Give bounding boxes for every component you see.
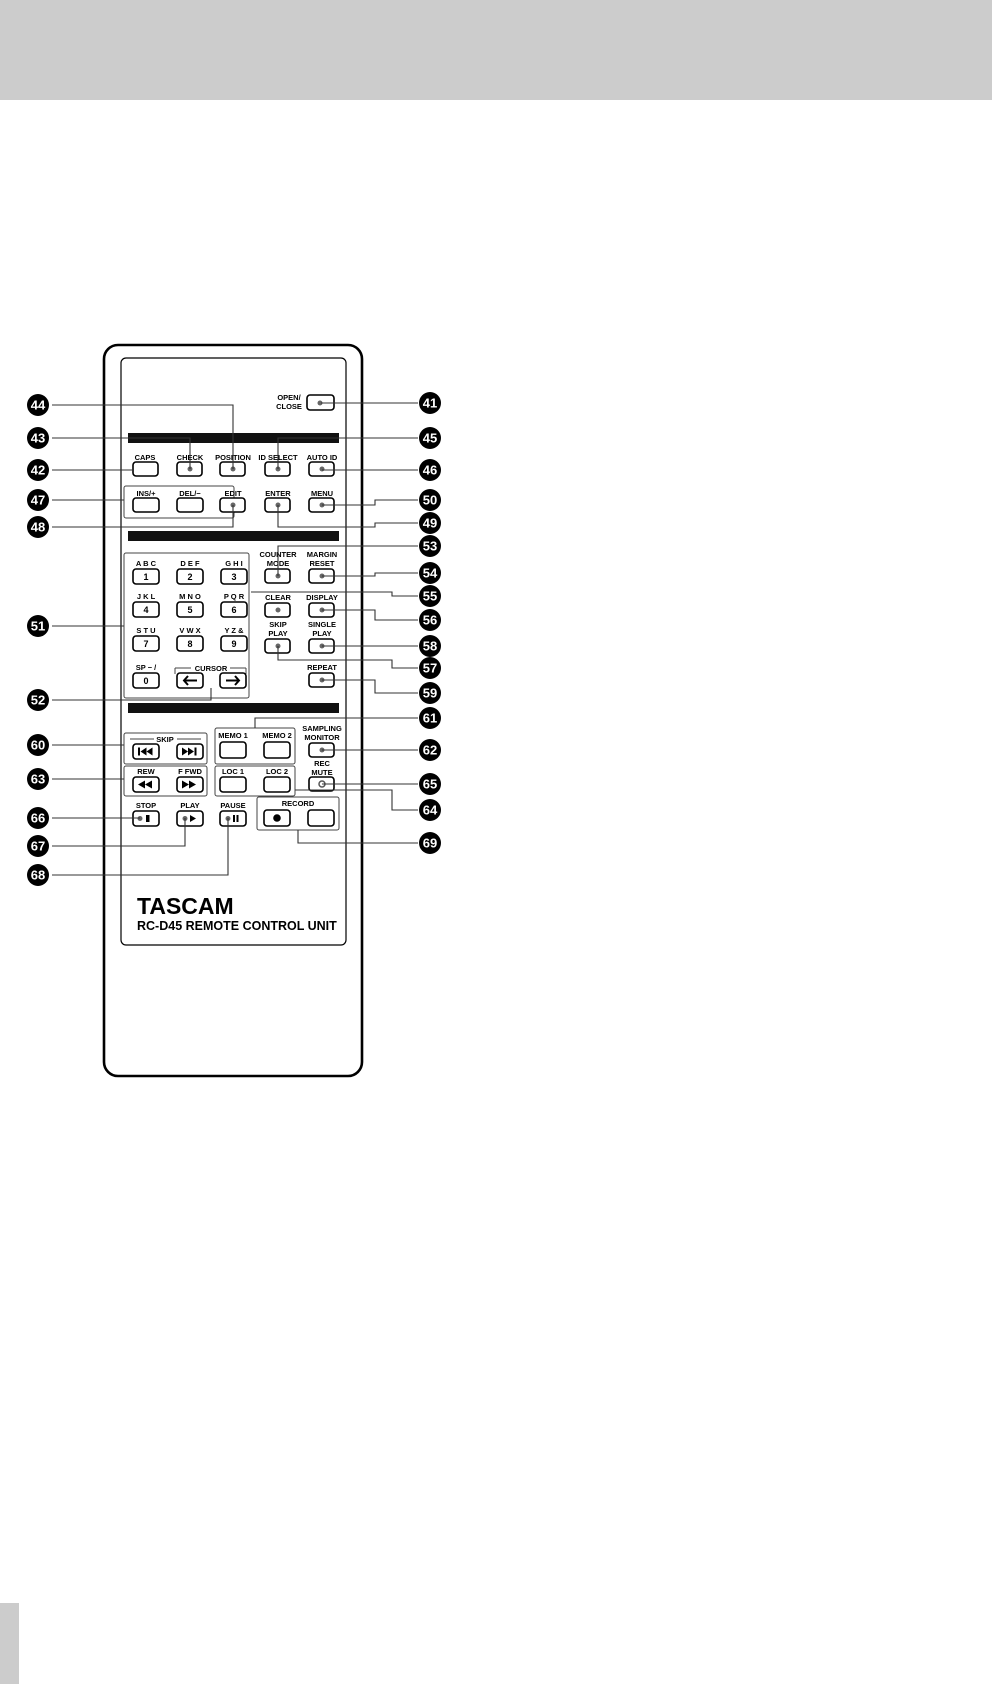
del-label: DEL/− (179, 489, 201, 498)
brand-logo: TASCAM (137, 893, 234, 919)
callout-67 (27, 835, 49, 857)
key-3-digit: 3 (231, 572, 237, 582)
rec-mute-label-line1: REC (314, 759, 330, 768)
margin-reset-button[interactable] (307, 550, 337, 583)
key-9-digit: 9 (231, 639, 237, 649)
callout-44 (27, 394, 49, 416)
skip-back-button[interactable] (133, 744, 159, 759)
clear-label: CLEAR (265, 593, 291, 602)
numeric-keypad (133, 559, 247, 651)
model-name: RC-D45 REMOTE CONTROL UNIT (137, 919, 337, 933)
cursor-left-button[interactable] (177, 673, 203, 688)
callout-number: 42 (30, 462, 46, 478)
callout-58 (419, 635, 441, 657)
key-2[interactable] (177, 559, 203, 584)
record-blank-button[interactable] (308, 810, 334, 826)
key-5-letters: M N O (179, 592, 201, 601)
callout-number: 45 (422, 430, 438, 446)
repeat-button[interactable] (307, 663, 337, 687)
cursor-group-label: CURSOR (194, 664, 228, 673)
key-1-digit: 1 (143, 572, 149, 582)
callout-number: 41 (422, 395, 438, 411)
margin-reset-label-line2: RESET (309, 559, 335, 568)
callout-55 (419, 585, 441, 607)
skip-group-label: SKIP (156, 735, 174, 744)
divider-stripe (128, 703, 339, 713)
key-4-letters: J K L (136, 592, 156, 601)
callout-66 (27, 807, 49, 829)
open-close-label-line2: CLOSE (276, 402, 302, 411)
margin-reset-label-line1: MARGIN (306, 550, 338, 559)
callout-62 (419, 739, 441, 761)
callout-65 (419, 773, 441, 795)
callout-56 (419, 609, 441, 631)
stop-icon (146, 815, 150, 822)
key-5-digit: 5 (187, 605, 193, 615)
callout-number: 46 (422, 462, 438, 478)
callout-51 (27, 615, 49, 637)
key-5[interactable] (177, 592, 203, 617)
callout-64 (419, 799, 441, 821)
callout-57 (419, 657, 441, 679)
single-play-label-line1: SINGLE (308, 620, 336, 629)
callout-48 (27, 516, 49, 538)
key-1[interactable] (133, 559, 159, 584)
callout-69 (419, 832, 441, 854)
pause-button[interactable] (220, 801, 246, 826)
ffwd-label: F FWD (178, 767, 202, 776)
callout-number: 47 (30, 492, 46, 508)
display-label: DISPLAY (306, 593, 338, 602)
skip-forward-button[interactable] (177, 744, 203, 759)
callout-number: 43 (30, 430, 46, 446)
callout-number: 49 (422, 515, 438, 531)
callout-42 (27, 459, 49, 481)
callout-number: 63 (30, 771, 46, 787)
loc2-label: LOC 2 (265, 767, 289, 776)
callout-number: 61 (422, 710, 438, 726)
loc1-button[interactable] (220, 767, 246, 792)
callout-number: 52 (30, 692, 46, 708)
key-4-digit: 4 (143, 605, 149, 615)
check-label: CHECK (176, 453, 204, 462)
callout-number: 67 (30, 838, 46, 854)
key-6-digit: 6 (231, 605, 237, 615)
key-8-letters: V W X (179, 626, 201, 635)
sampling-monitor-label-line1: SAMPLING (302, 724, 342, 733)
key-8[interactable] (177, 626, 203, 651)
key-0-digit: 0 (143, 676, 149, 686)
callout-number: 60 (30, 737, 46, 753)
callout-63 (27, 768, 49, 790)
sampling-monitor-label-line2: MONITOR (304, 733, 340, 742)
clear-button[interactable] (265, 593, 291, 617)
callout-61 (419, 707, 441, 729)
callout-number: 68 (30, 867, 46, 883)
callout-number: 54 (422, 565, 438, 581)
callout-43 (27, 427, 49, 449)
sp-label: SP − / (135, 663, 157, 672)
pause-label: PAUSE (220, 801, 246, 810)
callout-number: 57 (422, 660, 438, 676)
rew-label: REW (137, 767, 155, 776)
record-group-label: RECORD (281, 799, 315, 808)
key-0[interactable] (133, 663, 159, 688)
callout-number: 69 (422, 835, 438, 851)
callout-number: 50 (422, 492, 438, 508)
key-8-digit: 8 (187, 639, 193, 649)
callout-47 (27, 489, 49, 511)
ins-button[interactable] (133, 489, 159, 512)
key-3-letters: G H I (225, 559, 243, 568)
callout-number: 51 (30, 618, 46, 634)
position-label: POSITION (215, 453, 251, 462)
loc2-button[interactable] (264, 767, 290, 792)
memo2-label: MEMO 2 (262, 731, 292, 740)
key-7[interactable] (133, 626, 159, 651)
auto-id-button[interactable] (307, 453, 338, 476)
callout-number: 56 (422, 612, 438, 628)
key-9[interactable] (221, 626, 247, 651)
menu-button[interactable] (309, 489, 334, 512)
callout-number: 58 (422, 638, 438, 654)
callout-45 (419, 427, 441, 449)
enter-label: ENTER (265, 489, 291, 498)
callout-41 (419, 392, 441, 414)
callout-number: 64 (422, 802, 438, 818)
callout-53 (419, 535, 441, 557)
display-button[interactable] (306, 593, 338, 617)
callout-number: 48 (30, 519, 46, 535)
callout-54 (419, 562, 441, 584)
key-9-letters: Y Z & (224, 626, 244, 635)
callout-52 (27, 689, 49, 711)
callout-59 (419, 682, 441, 704)
record-icon (273, 814, 281, 822)
callout-46 (419, 459, 441, 481)
record-button[interactable] (264, 810, 290, 826)
counter-mode-label-line1: COUNTER (259, 550, 297, 559)
id-select-label: ID SELECT (258, 453, 298, 462)
edit-label: EDIT (224, 489, 242, 498)
memo2-button[interactable] (262, 731, 292, 758)
stop-label: STOP (135, 801, 157, 810)
callout-number: 55 (422, 588, 438, 604)
cursor-right-button[interactable] (220, 673, 246, 688)
menu-label: MENU (310, 489, 334, 498)
loc1-label: LOC 1 (221, 767, 245, 776)
callout-number: 53 (422, 538, 438, 554)
callout-50 (419, 489, 441, 511)
key-6[interactable] (221, 592, 247, 617)
key-6-letters: P Q R (223, 592, 245, 601)
callout-number: 66 (30, 810, 46, 826)
key-2-letters: D E F (180, 559, 200, 568)
caps-label: CAPS (134, 453, 156, 462)
single-play-label-line2: PLAY (312, 629, 332, 638)
callout-49 (419, 512, 441, 534)
ins-label: INS/+ (136, 489, 156, 498)
key-2-digit: 2 (187, 572, 193, 582)
callout-number: 65 (422, 776, 438, 792)
callout-68 (27, 864, 49, 886)
callout-60 (27, 734, 49, 756)
callout-number: 44 (30, 397, 46, 413)
memo1-button[interactable] (218, 731, 248, 758)
play-button[interactable] (177, 801, 203, 826)
caps-button[interactable] (133, 453, 158, 476)
memo1-label: MEMO 1 (218, 731, 248, 740)
key-7-letters: S T U (136, 626, 156, 635)
auto-id-label: AUTO ID (306, 453, 338, 462)
ffwd-button[interactable] (177, 767, 203, 792)
key-1-letters: A B C (135, 559, 157, 568)
rec-mute-label-line2: MUTE (311, 768, 333, 777)
counter-mode-label-line2: MODE (266, 559, 290, 568)
callout-number: 59 (422, 685, 438, 701)
skip-play-label-line2: PLAY (268, 629, 288, 638)
del-button[interactable] (177, 489, 203, 512)
key-7-digit: 7 (143, 639, 149, 649)
open-close-label-line1: OPEN/ (277, 393, 301, 402)
divider-stripe (128, 531, 339, 541)
play-label: PLAY (180, 801, 200, 810)
callout-number: 62 (422, 742, 438, 758)
skip-play-label-line1: SKIP (269, 620, 287, 629)
stop-button[interactable] (133, 801, 159, 826)
key-4[interactable] (133, 592, 159, 617)
repeat-label: REPEAT (307, 663, 337, 672)
